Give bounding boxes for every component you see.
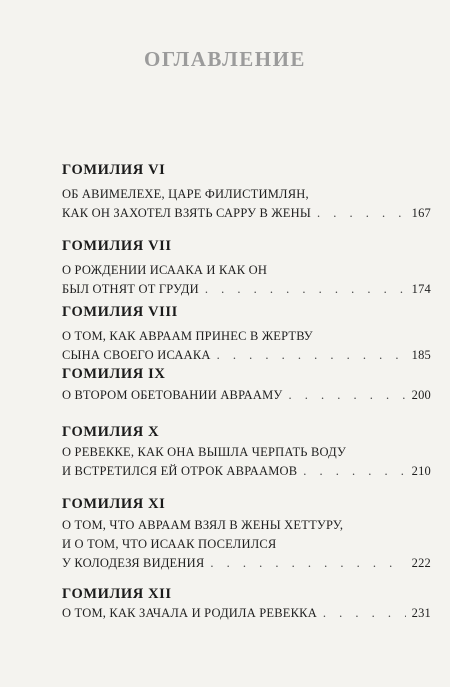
entry-line: О РОЖДЕНИИ ИСААКА И КАК ОН — [62, 263, 268, 277]
page-number: 200 — [411, 388, 431, 402]
entry-line: КАК ОН ЗАХОТЕЛ ВЗЯТЬ САРРУ В ЖЕНЫ — [62, 206, 311, 220]
toc-entry[interactable] — [62, 443, 431, 481]
homily-heading: ГОМИЛИЯ X — [62, 424, 160, 440]
page-number: 174 — [411, 282, 431, 296]
toc-entry[interactable] — [62, 327, 431, 365]
entry-line: БЫЛ ОТНЯТ ОТ ГРУДИ — [62, 282, 199, 296]
dot-leader — [205, 280, 406, 299]
entry-line: ОБ АВИМЕЛЕХЕ, ЦАРЕ ФИЛИСТИМЛЯН, — [62, 187, 309, 201]
toc-entry[interactable] — [62, 516, 431, 573]
entry-line: СЫНА СВОЕГО ИСААКА — [62, 348, 211, 362]
entry-line: О РЕВЕККЕ, КАК ОНА ВЫШЛА ЧЕРПАТЬ ВОДУ — [62, 445, 347, 459]
page-number: 231 — [411, 606, 431, 620]
page-title: ОГЛАВЛЕНИЕ — [144, 47, 306, 71]
dot-leader — [217, 346, 406, 365]
toc-entry[interactable] — [62, 261, 431, 299]
entry-line: О ТОМ, КАК АВРААМ ПРИНЕС В ЖЕРТВУ — [62, 329, 313, 343]
toc-entry[interactable] — [62, 386, 431, 405]
homily-heading: ГОМИЛИЯ XI — [62, 496, 166, 512]
entry-line: О ВТОРОМ ОБЕТОВАНИИ АВРААМУ — [62, 388, 283, 402]
homily-heading: ГОМИЛИЯ VI — [62, 162, 166, 178]
entry-line: О ТОМ, КАК ЗАЧАЛА И РОДИЛА РЕВЕККА — [62, 606, 317, 620]
dot-leader — [288, 386, 405, 405]
homily-heading: ГОМИЛИЯ VIII — [62, 304, 178, 320]
entry-line: О ТОМ, ЧТО АВРААМ ВЗЯЛ В ЖЕНЫ ХЕТТУРУ, — [62, 518, 344, 532]
page-number: 167 — [411, 206, 431, 220]
entry-line: У КОЛОДЕЗЯ ВИДЕНИЯ — [62, 556, 205, 570]
dot-leader — [210, 554, 405, 573]
entry-line: И О ТОМ, ЧТО ИСААК ПОСЕЛИЛСЯ — [62, 537, 277, 551]
toc-entry[interactable] — [62, 185, 431, 223]
page-number: 210 — [411, 464, 431, 478]
page-number: 222 — [411, 556, 431, 570]
page-number: 185 — [411, 348, 431, 362]
dot-leader — [317, 204, 406, 223]
toc-entry[interactable] — [62, 604, 431, 623]
dot-leader — [303, 462, 405, 481]
dot-leader — [323, 604, 406, 623]
homily-heading: ГОМИЛИЯ IX — [62, 366, 166, 382]
homily-heading: ГОМИЛИЯ VII — [62, 238, 172, 254]
homily-heading: ГОМИЛИЯ XII — [62, 586, 172, 602]
entry-line: И ВСТРЕТИЛСЯ ЕЙ ОТРОК АВРААМОВ — [62, 464, 298, 478]
